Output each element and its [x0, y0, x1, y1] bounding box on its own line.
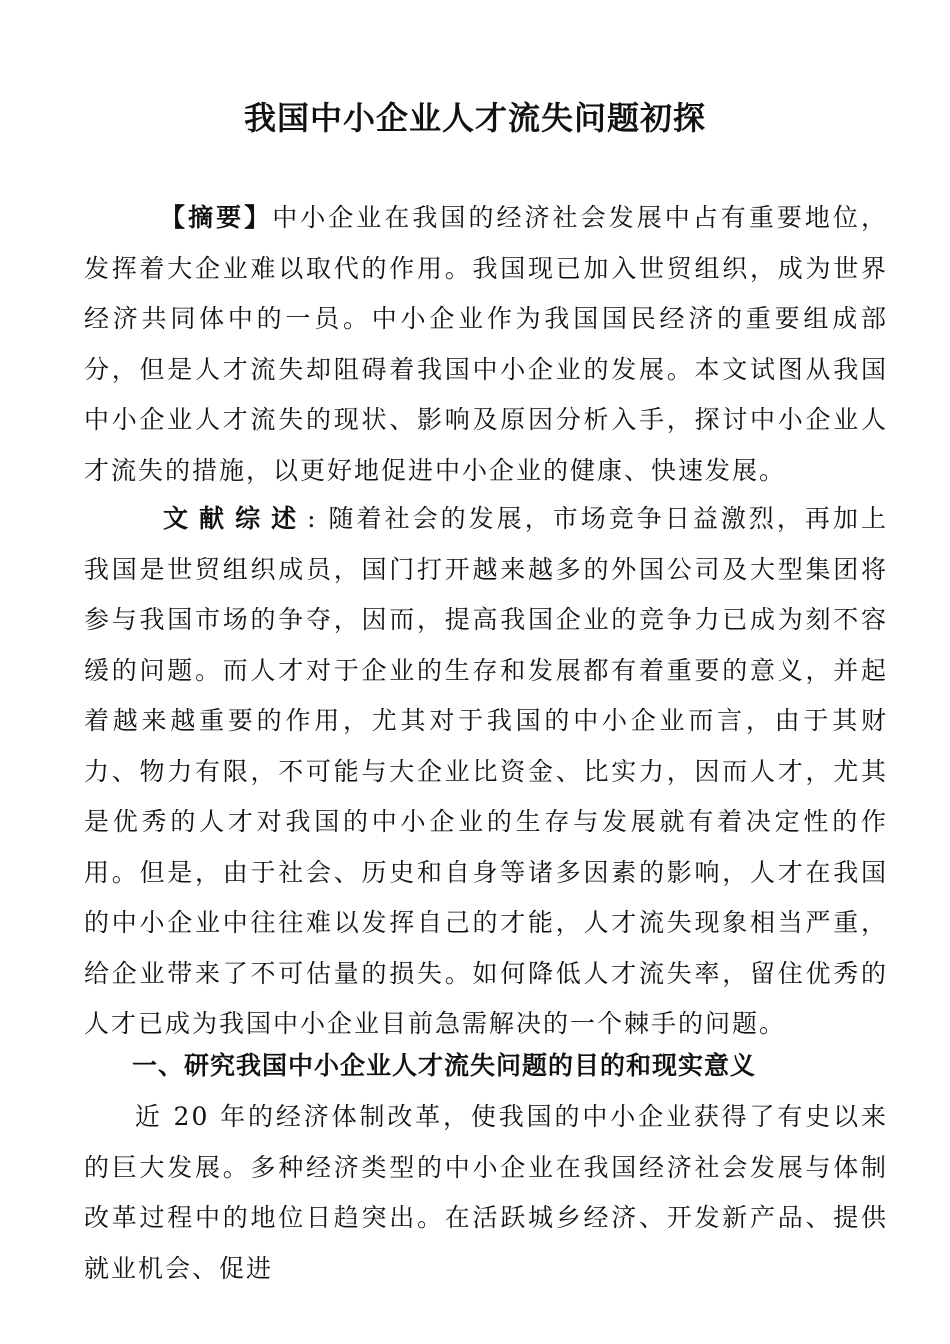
section-paragraph-text: 近 20 年的经济体制改革，使我国的中小企业获得了有史以来的巨大发展。多种经济类型的中小企业在我国经济社会发展与体制改革过程中的地位日趋突出。在活跃城乡经济、开发新产品、提供就业机会、促进 [84, 1102, 888, 1283]
document-title: 我国中小企业人才流失问题初探 [243, 99, 706, 137]
literature-review-label: 文献综述 [162, 504, 308, 533]
abstract-label: 【摘要】 [159, 203, 273, 232]
literature-review-text: : 随着社会的发展，市场竞争日益激烈，再加上我国是世贸组织成员，国门打开越来越多的外国公司及大型集团将参与我国市场的争夺，因而，提高我国企业的竞争力已成为刻不容缓的问题。而人才对于企业的生存和发展都有着重要的意义，并起着越来越重要的作用，尤其对于我国的中小企业而言，由于其财力、物力有限，不可能与大企业比资金、比实力，因而人才，尤其是优秀的人才对我国的中小企业的生存与发展就有着决定性的作用。但是，由于社会、历史和自身等诸多因素的影响，人才在我国的中小企业中往往难以发挥自己的才能，人才流失现象相当严重，给企业带来了不可估量的损失。如何降低人才流失率，留住优秀的人才已成为我国中小企业目前急需解决的一个棘手的问题。 [84, 504, 888, 1038]
abstract-text: 中小企业在我国的经济社会发展中占有重要地位，发挥着大企业难以取代的作用。我国现已加入世贸组织，成为世界经济共同体中的一员。中小企业作为我国国民经济的重要组成部分，但是人才流失却阻碍着我国中小企业的发展。本文试图从我国中小企业人才流失的现状、影响及原因分析入手，探讨中小企业人才流失的措施，以更好地促进中小企业的健康、快速发展。 [84, 203, 888, 485]
section-paragraph [84, 1092, 888, 1294]
literature-review-paragraph [84, 494, 888, 1050]
abstract-paragraph [84, 193, 888, 496]
section-heading: 一、研究我国中小企业人才流失问题的目的和现实意义 [132, 1051, 757, 1080]
